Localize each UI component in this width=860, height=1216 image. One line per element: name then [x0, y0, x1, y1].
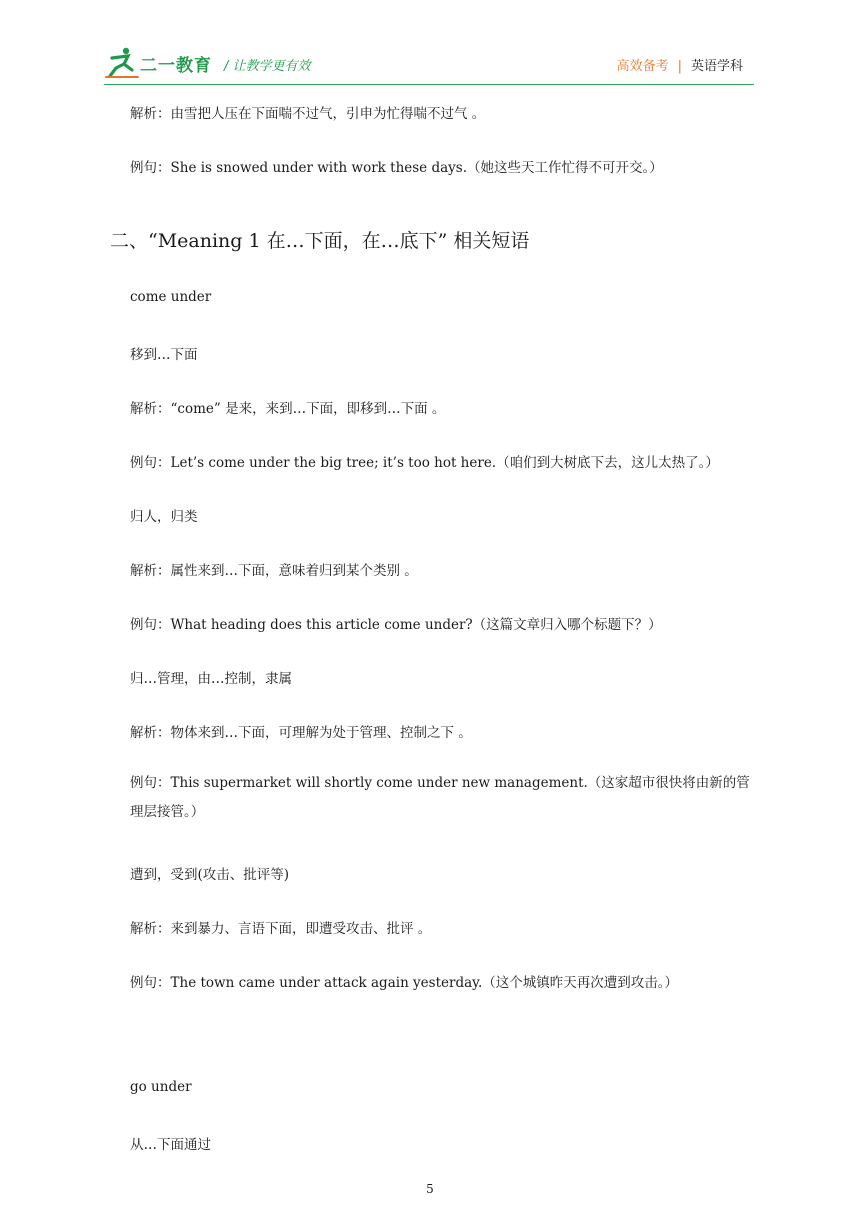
header-tag-exam: 高效备考 [616, 59, 669, 74]
slogan: / 让教学更有效 [224, 59, 311, 74]
meaning: 移到…下面 [130, 347, 198, 363]
runner-logo-icon [104, 46, 140, 78]
page-number: 5 [426, 1182, 434, 1196]
phrase-title: go under [130, 1079, 192, 1095]
example [130, 769, 770, 827]
example: 例句：What heading does this article come under?（这篇文章归入哪个标题下？） [130, 617, 662, 633]
logo-text: 二一教育 [140, 56, 212, 76]
meaning: 归…管理，由…控制，隶属 [130, 671, 292, 687]
example-text: 例句：This supermarket will shortly come under new management.（这家超市很快将由新的管理层接管。） [130, 775, 750, 820]
phrase-title: come under [130, 289, 212, 305]
meaning: 遭到，受到(攻击、批评等) [130, 867, 290, 883]
page-header [0, 0, 860, 86]
example: 例句：The town came under attack again yesterday.（这个城镇昨天再次遭到攻击。） [130, 975, 679, 991]
explanation: 解析：属性来到…下面，意味着归到某个类别 。 [130, 563, 418, 579]
header-divider [104, 84, 754, 85]
meaning: 从…下面通过 [130, 1137, 211, 1153]
paragraph: 解析：由雪把人压在下面喘不过气，引申为忙得喘不过气 。 [130, 106, 486, 122]
logo [104, 46, 224, 80]
paragraph: 例句：She is snowed under with work these days.（她这些天工作忙得不可开交。） [130, 160, 663, 176]
header-right [617, 55, 743, 74]
explanation: 解析：物体来到…下面，可理解为处于管理、控制之下 。 [130, 725, 472, 741]
explanation: 解析：来到暴力、言语下面，即遭受攻击、批评 。 [130, 921, 432, 937]
header-separator: | [677, 59, 682, 74]
meaning: 归人，归类 [130, 509, 198, 525]
header-tag-subject: 英语学科 [690, 59, 743, 74]
example: 例句：Let’s come under the big tree; it’s too hot here.（咱们到大树底下去，这儿太热了。） [130, 455, 719, 471]
section-heading: 二、“Meaning 1 在…下面，在…底下” 相关短语 [110, 230, 530, 252]
explanation: 解析：“come” 是来，来到…下面，即移到…下面 。 [130, 401, 446, 417]
